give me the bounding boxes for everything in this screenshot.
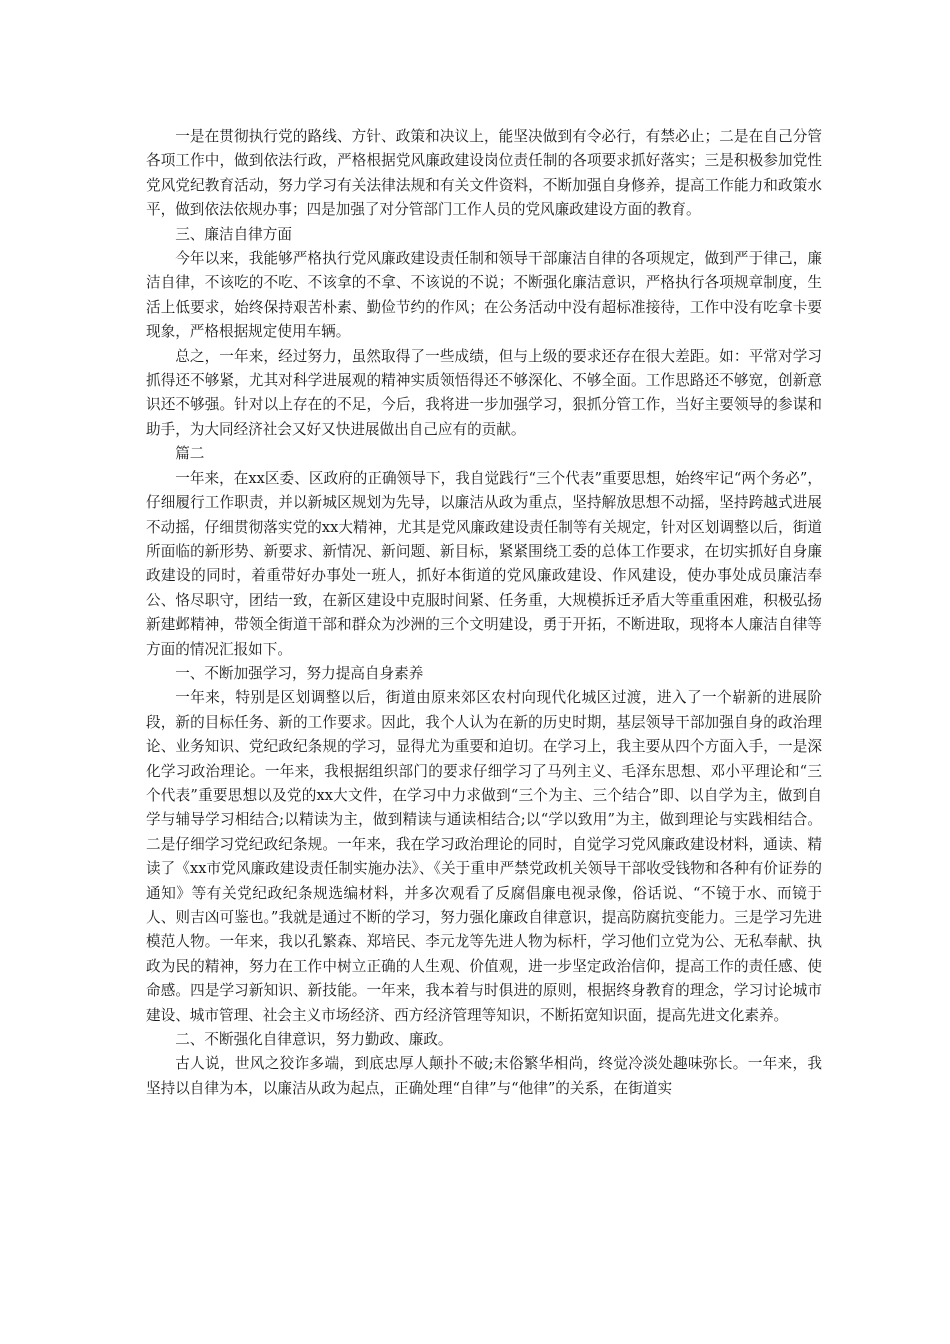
paragraph-intro: 一年来，在xx区委、区政府的正确领导下，我自觉践行“三个代表”重要思想，始终牢记“两个务必”，仔细履行工作职责，并以新城区规划为先导，以廉洁从政为重点，坚持解放思想不动摇，坚持跨越式进展不动摇，仔细贯彻落实党的xx大精神，尤其是党风廉政建设责任制等有关规定，针对区划调整以后，街道所面临的新形势、新要求、新情况、新问题、新目标，紧紧围绕工委的总体工作要求，在切实抓好自身廉政建设的同时，着重带好办事处一班人，抓好本街道的党风廉政建设、作风建设，使办事处成员廉洁奉公、恪尽职守，团结一致，在新区建设中克服时间紧、任务重，大规模拆迁矛盾大等重重困难，积极弘扬新建邺精神，带领全街道干部和群众为沙洲的三个文明建设，勇于开拓，不断进取，现将本人廉洁自律等方面的情况汇报如下。 — [146, 469, 822, 658]
heading-integrity: 三、廉洁自律方面 — [175, 225, 292, 243]
heading-part-two: 篇二 — [175, 445, 205, 463]
paragraph-integrity: 今年以来，我能够严格执行党风廉政建设责任制和领导干部廉洁自律的各项规定，做到严于律己，廉洁自律，不该吃的不吃、不该拿的不拿、不该说的不说；不断强化廉洁意识，严格执行各项规章制度，生活上低要求，始终保持艰苦朴素、勤俭节约的作风；在公务活动中没有超标准接待，工作中没有吃拿卡要现象，严格根据规定使用车辆。 — [146, 250, 822, 341]
paragraph-self-discipline: 古人说，世风之狡诈多端，到底忠厚人颠扑不破;末俗繁华相尚，终觉冷淡处趣味弥长。一年来，我坚持以自律为本，以廉洁从政为起点，正确处理“自律”与“他律”的关系，在街道实 — [146, 1055, 822, 1097]
heading-study: 一、不断加强学习，努力提高自身素养 — [175, 664, 424, 682]
paragraph-summary: 总之，一年来，经过努力，虽然取得了一些成绩，但与上级的要求还存在很大差距。如：平常对学习抓得还不够紧，尤其对科学进展观的精神实质领悟得还不够深化、不够全面。工作思路还不够宽，创新意识还不够强。针对以上存在的不足，今后，我将进一步加强学习，狠抓分管工作，当好主要领导的参谋和助手，为大同经济社会又好又快进展做出自己应有的贡献。 — [146, 347, 822, 438]
heading-self-discipline: 二、不断强化自律意识，努力勤政、廉政。 — [175, 1031, 453, 1049]
paragraph-duties: 一是在贯彻执行党的路线、方针、政策和决议上，能坚决做到有令必行，有禁必止；二是在自己分管各项工作中，做到依法行政，严格根据党风廉政建设岗位责任制的各项要求抓好落实；三是积极参加党性党风党纪教育活动，努力学习有关法律法规和有关文件资料，不断加强自身修养，提高工作能力和政策水平，做到依法依规办事；四是加强了对分管部门工作人员的党风廉政建设方面的教育。 — [146, 128, 822, 219]
paragraph-study: 一年来，特别是区划调整以后，街道由原来郊区农村向现代化城区过渡，进入了一个崭新的进展阶段，新的目标任务、新的工作要求。因此，我个人认为在新的历史时期，基层领导干部加强自身的政治理论、业务知识、党纪政纪条规的学习，显得尤为重要和迫切。在学习上，我主要从四个方面入手，一是深化学习政治理论。一年来，我根据组织部门的要求仔细学习了马列主义、毛泽东思想、邓小平理论和“三个代表”重要思想以及党的xx大文件，在学习中力求做到“三个为主、三个结合”即、以自学为主，做到自学与辅导学习相结合;以精读为主，做到精读与通读相结合;以“学以致用”为主，做到理论与实践相结合。二是仔细学习党纪政纪条规。一年来，我在学习政治理论的同时，自觉学习党风廉政建设材料，通读、精读了《xx市党风廉政建设责任制实施办法》、《关于重申严禁党政机关领导干部收受钱物和各种有价证券的通知》等有关党纪政纪条规选编材料，并多次观看了反腐倡廉电视录像，俗话说、“不镜于水、而镜于人、则吉凶可鉴也。”我就是通过不断的学习，努力强化廉政自律意识，提高防腐抗变能力。三是学习先进模范人物。一年来，我以孔繁森、郑培民、李元龙等先进人物为标杆，学习他们立党为公、无私奉献、执政为民的精神，努力在工作中树立正确的人生观、价值观，进一步坚定政治信仰，提高工作的责任感、使命感。四是学习新知识、新技能。一年来，我本着与时俱进的原则，根据终身教育的理念，学习讨论城市建设、城市管理、社会主义市场经济、西方经济管理等知识，不断拓宽知识面，提高先进文化素养。 — [146, 689, 822, 1024]
document-page — [146, 125, 822, 1101]
